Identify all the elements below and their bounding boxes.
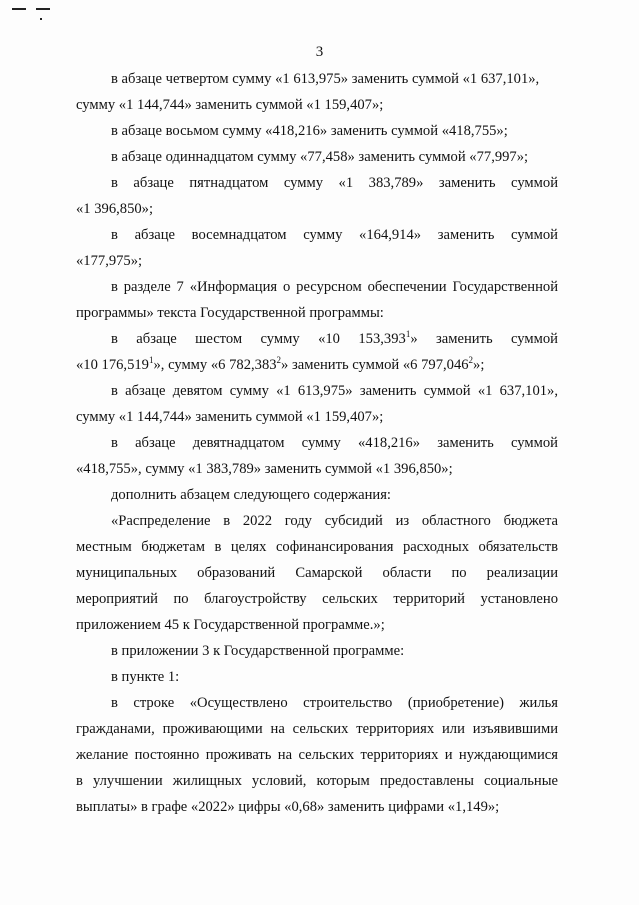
text-line: гражданами, проживающими на сельских территориях или изъявившими: [76, 721, 558, 737]
text-line: приложением 45 к Государственной программе.»;: [76, 617, 385, 633]
text-line: в строке «Осуществлено строительство (приобретение) жилья: [111, 695, 558, 711]
scan-mark: [36, 8, 50, 10]
text-line: желание постоянно проживать на сельских территориях и нуждающимися: [76, 747, 558, 763]
text-line: «10 176,519$^1$», сумму «6 782,383$^2$» заменить суммой «6 797,046$^2$»;: [76, 355, 485, 373]
text-line: в приложении 3 к Государственной программе:: [111, 643, 405, 659]
text-line: мероприятий по благоустройству сельских территорий установлено: [76, 591, 558, 607]
text-line: в пункте 1:: [111, 669, 180, 685]
text-line: в улучшении жилищных условий, которым предоставлены социальные: [76, 773, 558, 789]
text-line: муниципальных образований Самарской области по реализации: [76, 565, 558, 581]
scan-mark: [40, 18, 42, 20]
text-line: в абзаце восьмом сумму «418,216» заменить суммой «418,755»;: [111, 123, 508, 139]
text-line: выплаты» в графе «2022» цифры «0,68» заменить цифрами «1,149»;: [76, 799, 500, 815]
text-line: в разделе 7 «Информация о ресурсном обеспечении Государственной: [111, 279, 558, 295]
text-line: «418,755», сумму «1 383,789» заменить суммой «1 396,850»;: [76, 461, 453, 477]
text-line: сумму «1 144,744» заменить суммой «1 159,407»;: [76, 409, 384, 425]
text-line: «Распределение в 2022 году субсидий из областного бюджета: [111, 513, 558, 529]
text-line: в абзаце восемнадцатом сумму «164,914» заменить суммой: [111, 227, 558, 243]
text-line: «1 396,850»;: [76, 201, 154, 217]
text-line: в абзаце пятнадцатом сумму «1 383,789» заменить суммой: [111, 175, 558, 191]
text-line: в абзаце одиннадцатом сумму «77,458» заменить суммой «77,997»;: [111, 149, 529, 165]
text-line: в абзаце шестом сумму «10 153,393$^1$» заменить суммой: [111, 329, 558, 347]
scan-mark: [12, 8, 26, 10]
text-line: сумму «1 144,744» заменить суммой «1 159,407»;: [76, 97, 384, 113]
page-number: 3: [315, 44, 324, 60]
text-line: местным бюджетам в целях софинансирования расходных обязательств: [76, 539, 558, 555]
text-line: «177,975»;: [76, 253, 143, 269]
text-line: в абзаце девятом сумму «1 613,975» заменить суммой «1 637,101»,: [111, 383, 558, 399]
text-line: программы» текста Государственной программы:: [76, 305, 384, 321]
text-line: в абзаце девятнадцатом сумму «418,216» заменить суммой: [111, 435, 558, 451]
text-line: в абзаце четвертом сумму «1 613,975» заменить суммой «1 637,101»,: [111, 71, 540, 87]
text-line: дополнить абзацем следующего содержания:: [111, 487, 391, 503]
